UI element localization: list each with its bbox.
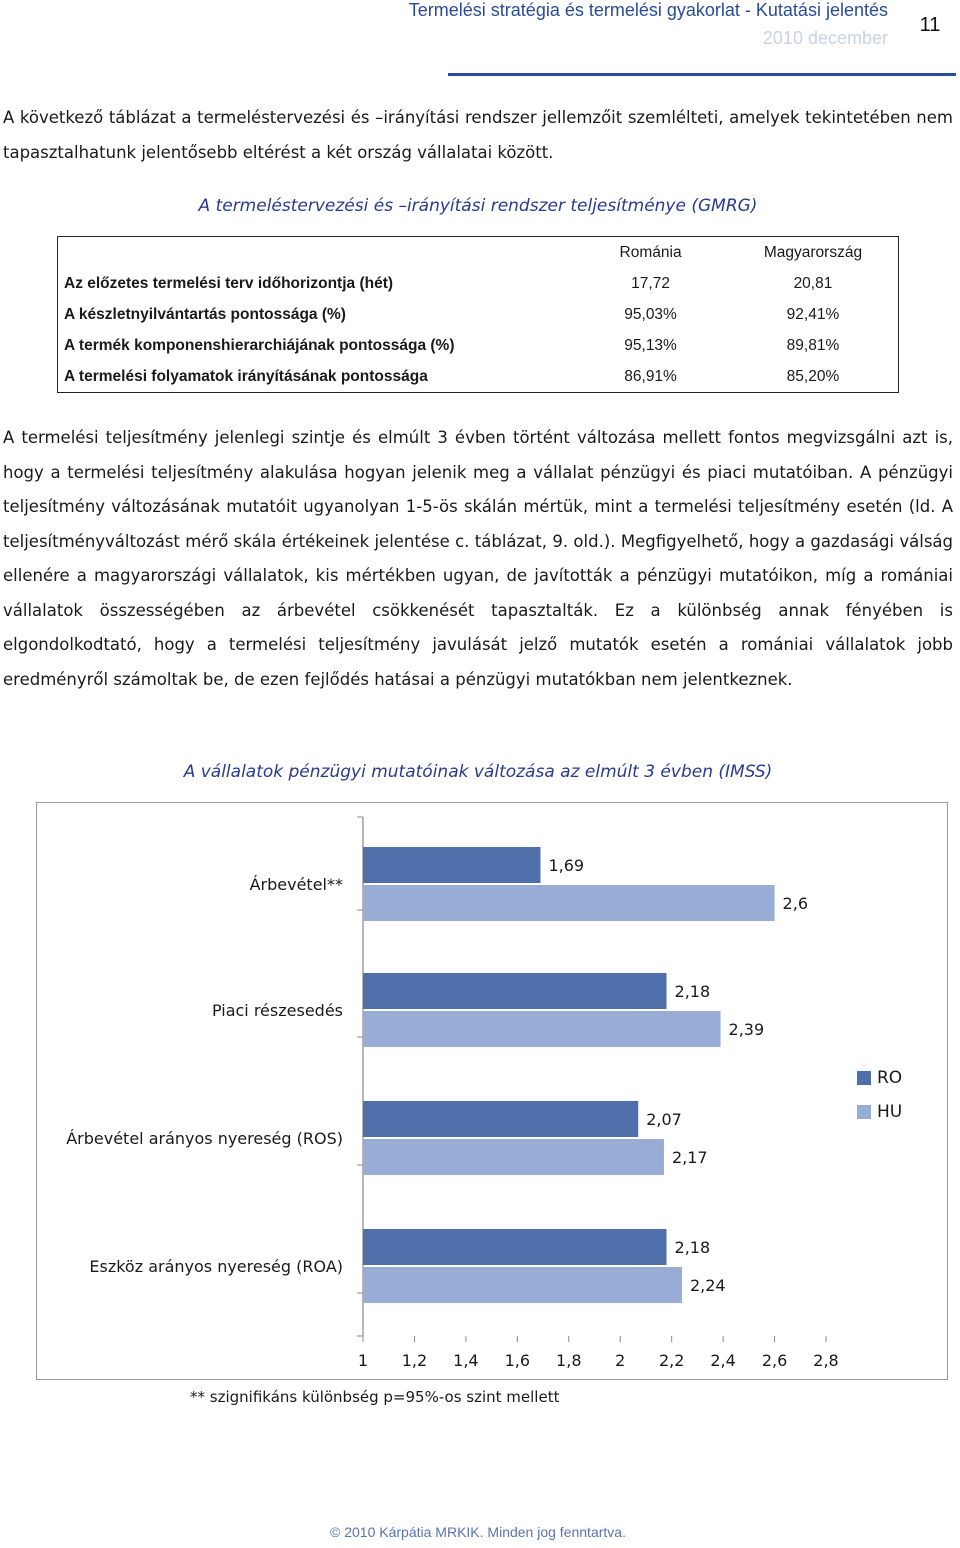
- legend-label: RO: [877, 1068, 903, 1088]
- hu-value: 85,20%: [786, 367, 840, 385]
- category-label: Árbevétel arányos nyereség (ROS): [66, 1129, 343, 1148]
- header-rule: [448, 73, 956, 76]
- ro-value: 17,72: [631, 274, 670, 292]
- table-row: [58, 299, 899, 330]
- row-label: Az előzetes termelési terv időhorizontja (hét): [64, 274, 394, 292]
- chart-caption: A vállalatok pénzügyi mutatóinak változása az elmúlt 3 évben (IMSS): [183, 762, 773, 782]
- table-row: [58, 268, 899, 299]
- bar-ro: [363, 973, 667, 1009]
- x-tick-label: 2,2: [658, 1351, 685, 1370]
- running-date: 2010 december: [762, 28, 888, 48]
- ro-value: 95,03%: [624, 305, 677, 323]
- page-number: 11: [919, 14, 941, 36]
- x-tick-label: 1,2: [401, 1351, 428, 1370]
- category-label: Eszköz arányos nyereség (ROA): [89, 1257, 343, 1276]
- bar-ro: [363, 1101, 638, 1137]
- table-header-cell: Románia: [619, 243, 682, 261]
- copyright: © 2010 Kárpátia MRKIK. Minden jog fenntartva.: [330, 1524, 626, 1540]
- hu-value: 92,41%: [786, 305, 840, 323]
- chart-canvas: [37, 803, 947, 1379]
- ro-value: 95,13%: [624, 336, 677, 354]
- row-label: A termelési folyamatok irányításának pontossága: [64, 367, 428, 385]
- running-title: Termelési stratégia és termelési gyakorlat - Kutatási jelentés: [408, 0, 888, 20]
- legend-item-hu: [857, 1095, 902, 1129]
- x-tick-label: 2: [615, 1351, 626, 1370]
- data-label: 1,69: [548, 856, 585, 875]
- legend-swatch-hu: [857, 1105, 871, 1119]
- table-caption: A termeléstervezési és –irányítási rendszer teljesítménye (GMRG): [198, 196, 758, 216]
- x-tick-label: 2,8: [813, 1351, 839, 1370]
- gmrg-table: [57, 236, 899, 393]
- table-row: [58, 330, 899, 361]
- data-label: 2,18: [674, 1238, 711, 1257]
- bar-hu: [363, 1011, 721, 1047]
- body-paragraph: A termelési teljesítmény jelenlegi szintje és elmúlt 3 évben történt változása mellett fontos megvizsgálni azt is, hogy a termelési teljesítmény alakulása hogyan jelenik meg a vállalat pénzügyi és piaci mutatóiban. A pénzügyi teljesítmény változásának mutatóit ugyanolyan 1-5-ös skálán mértük, mint a termelési teljesítmény esetén (ld. A teljesítményváltozást mérő skála értékeinek jelentése c. táblázat, 9. old.). Megfigyelhető, hogy a gazdasági válság ellenére a magyarországi vállalatok, kis mértékben ugyan, de javították a pénzügyi mutatóikon, míg a romániai vállalatok összességében az árbevétel csökkenését tapasztalták. Ez a különbség annak fényében is elgondolkodtató, hogy a termelési teljesítmény javulását jelző mutatók esetén a romániai vállalatok jobb eredményről számoltak be, de ezen fejlődés hatásai a pénzügyi mutatókban nem jelentkeznek.: [3, 428, 953, 689]
- bar-hu: [363, 1267, 682, 1303]
- data-label: 2,24: [689, 1276, 726, 1295]
- table-header-cell: [58, 237, 574, 269]
- category-label: Piaci részesedés: [211, 1001, 343, 1020]
- bar-hu: [363, 885, 775, 921]
- data-label: 2,07: [646, 1110, 682, 1129]
- bar-hu: [363, 1139, 664, 1175]
- data-label: 2,39: [728, 1020, 765, 1039]
- ro-value: 86,91%: [624, 367, 677, 385]
- row-label: A készletnyilvántartás pontossága (%): [64, 305, 346, 323]
- intro-paragraph: A következő táblázat a termeléstervezési és –irányítási rendszer jellemzőit szemlélteti, amelyek tekintetében nem tapasztalhatunk jelentősebb eltérést a két ország vállalatai között.: [3, 108, 953, 162]
- x-tick-label: 1,6: [504, 1351, 531, 1370]
- x-tick-label: 2,4: [710, 1351, 736, 1370]
- x-tick-label: 1,4: [453, 1351, 479, 1370]
- data-label: 2,6: [782, 894, 809, 913]
- legend-item-ro: [857, 1061, 902, 1095]
- row-label: A termék komponenshierarchiájának pontossága (%): [64, 336, 455, 354]
- bar-ro: [363, 1229, 667, 1265]
- table-row: [58, 361, 899, 393]
- data-label: 2,18: [674, 982, 711, 1001]
- hu-value: 20,81: [793, 274, 833, 292]
- bar-ro: [363, 847, 540, 883]
- chart-legend: [857, 1061, 902, 1129]
- hu-value: 89,81%: [786, 336, 840, 354]
- legend-label: HU: [877, 1102, 903, 1122]
- category-label: Árbevétel**: [249, 875, 343, 894]
- table-header-row: [58, 237, 899, 269]
- x-tick-label: 1,8: [556, 1351, 582, 1370]
- x-tick-label: 2,6: [761, 1351, 788, 1370]
- legend-swatch-ro: [857, 1071, 871, 1085]
- data-label: 2,17: [671, 1148, 708, 1167]
- table-header-cell: Magyarország: [763, 243, 863, 261]
- bar-chart: [36, 802, 948, 1380]
- x-tick-label: 1: [357, 1351, 369, 1370]
- chart-footnote: ** szignifikáns különbség p=95%-os szint mellett: [190, 1388, 560, 1406]
